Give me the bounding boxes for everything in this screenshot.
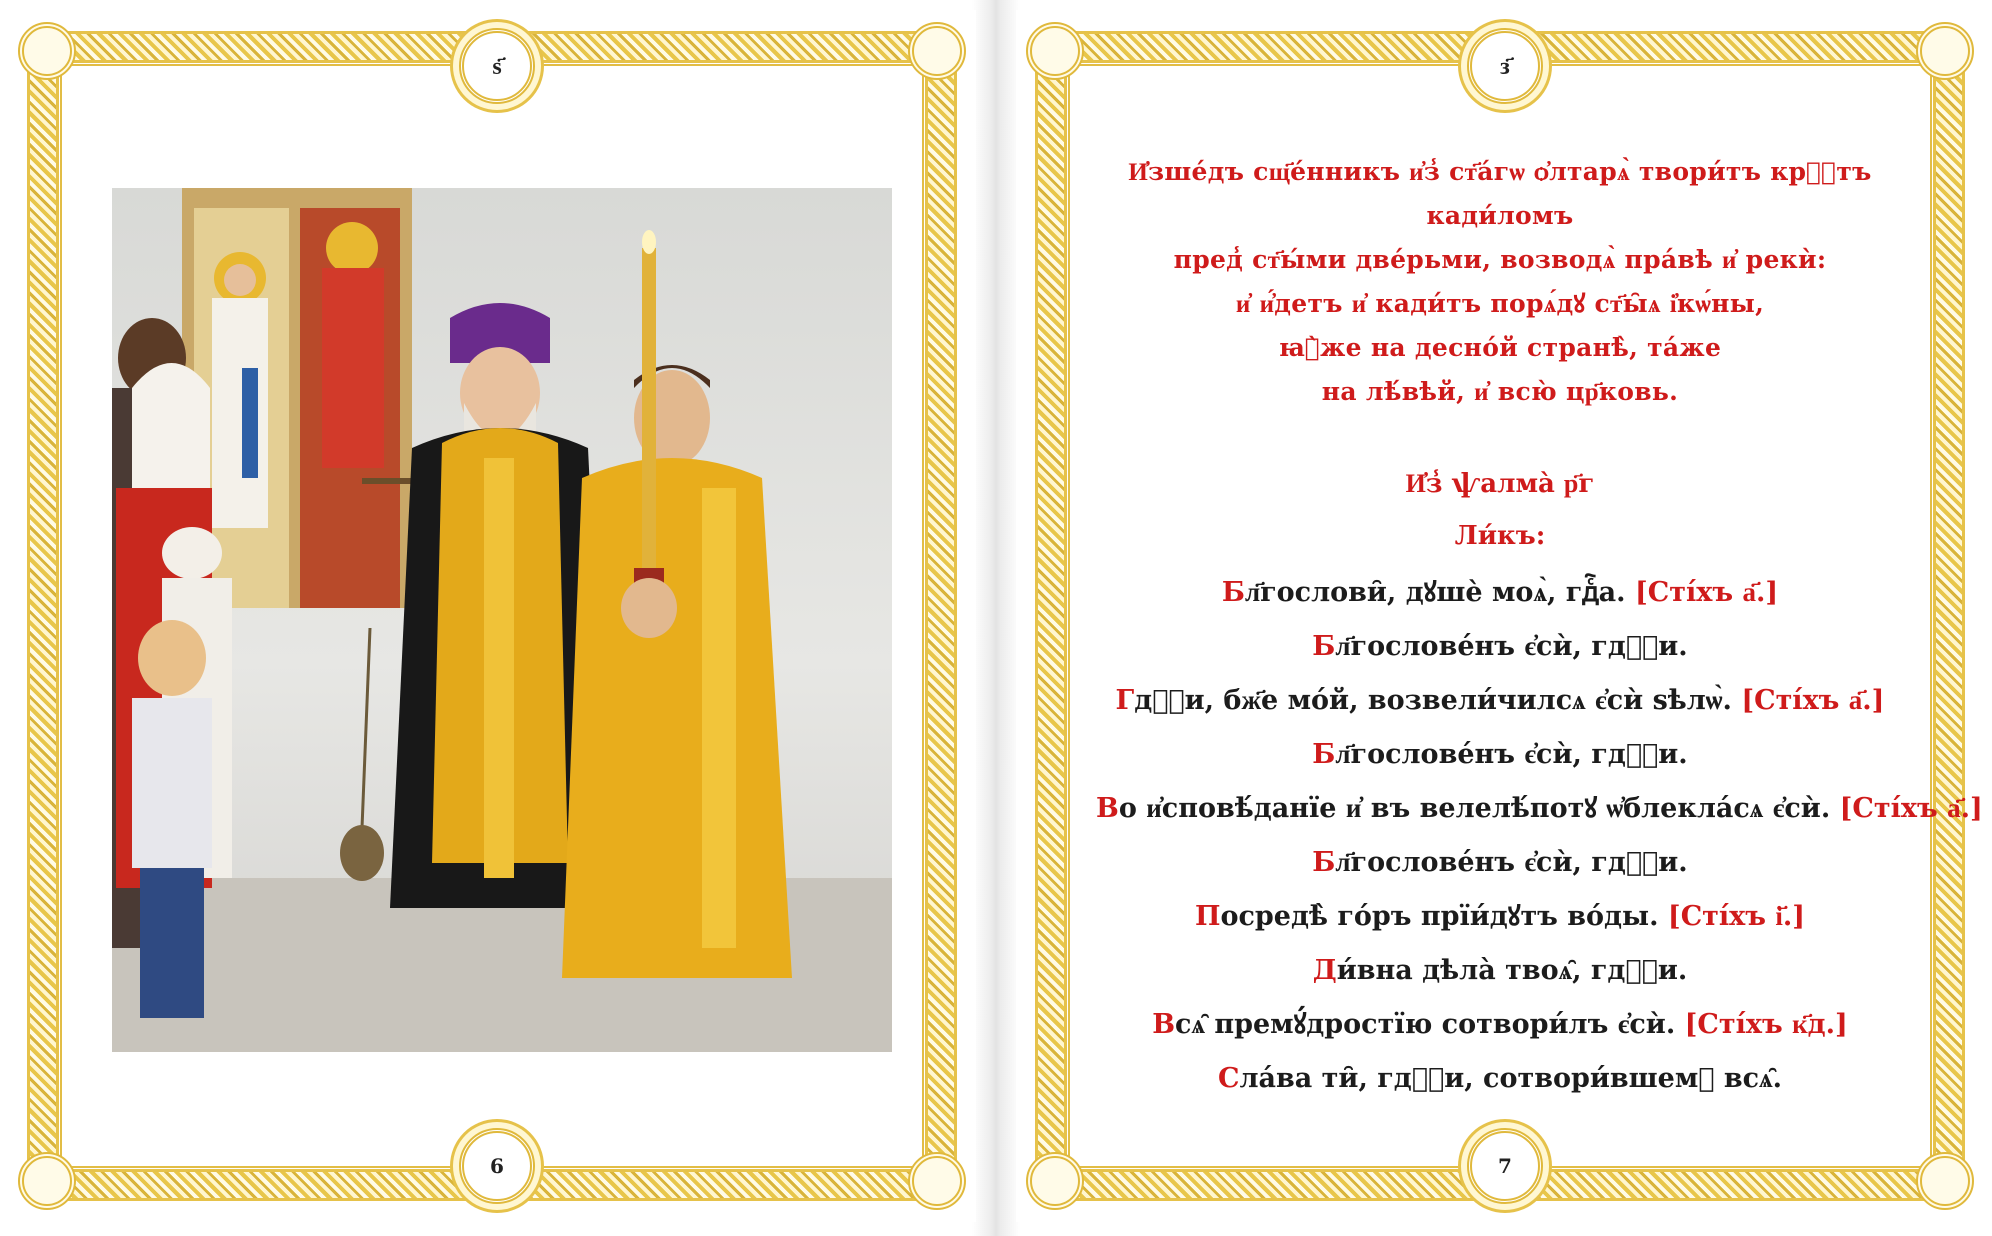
deacon-orarion	[702, 488, 736, 948]
halo	[326, 222, 378, 274]
verse-text: л҃гослове́нъ є҆сѝ, гдⷭ҇и.	[1335, 739, 1688, 770]
stichos-ref: [Сті́хъ а҃.]	[1839, 793, 1983, 824]
verse-initial: Г	[1115, 685, 1135, 716]
boy-shirt	[132, 698, 212, 868]
verse-initial: П	[1194, 901, 1221, 932]
corner-ornament	[908, 22, 966, 80]
saint-face	[224, 264, 256, 296]
saint-robe	[212, 298, 268, 528]
verse-initial: Б	[1312, 631, 1336, 662]
psalm-title: И҆з̾ ѱалма̀ р҃г	[1405, 469, 1595, 499]
verse-line	[1096, 890, 1904, 944]
corner-ornament	[18, 1152, 76, 1210]
choir-label: Ли́къ:	[1454, 521, 1546, 551]
censer	[340, 825, 384, 881]
verse-initial: Д	[1312, 955, 1337, 986]
verse-line	[1096, 728, 1904, 782]
corner-ornament	[1916, 1152, 1974, 1210]
page-number: 7	[1467, 1128, 1543, 1204]
icon-figure	[322, 268, 384, 468]
stichos-ref: [Сті́хъ а҃.]	[1741, 685, 1885, 716]
verse-initial: Б	[1312, 847, 1336, 878]
stichos-ref: [Сті́хъ к҃д.]	[1684, 1009, 1848, 1040]
corner-ornament	[908, 1152, 966, 1210]
verse-text: л҃гослови̑, дꙋшѐ моѧ̀, гдⷭ҇а.	[1244, 577, 1635, 608]
child-cap	[162, 527, 222, 579]
corner-ornament	[18, 22, 76, 80]
verse-line	[1096, 620, 1904, 674]
page-number: 6	[459, 1128, 535, 1204]
verse-initial: Б	[1221, 577, 1245, 608]
verse-text: осредѣ̀ го́ръ прїи́дꙋтъ во́ды.	[1220, 901, 1668, 932]
censer-chain	[362, 628, 370, 828]
verse-initial: С	[1218, 1063, 1240, 1094]
slavonic-page-number: з҃	[1467, 28, 1543, 104]
stichos-ref: [Сті́хъ а҃.]	[1634, 577, 1779, 608]
left-page	[8, 10, 976, 1222]
illustration-svg	[112, 188, 892, 1052]
verse-text: дⷭ҇и, бж҃е мо́й, возвели́чилсѧ є҆сѝ ѕѣлѡ̀.	[1134, 685, 1742, 716]
boy-jeans	[140, 868, 204, 1018]
rubric-line: ꙗ҆̀же на десно́й странѣ̀, та́же	[1278, 333, 1722, 362]
rubric-line: и҆ и҆́детъ и҆ кади́тъ порѧ́дꙋ ст҃ы̑ѧ і҆кѡ́ны,	[1235, 289, 1765, 318]
book-gutter	[972, 0, 1020, 1236]
verse-initial: Б	[1312, 739, 1336, 770]
deacon-hand	[621, 578, 677, 638]
rubric-line: на лѣ́вѣй, и҆ всю̀ цр҃ковь.	[1321, 377, 1679, 406]
verse-initial: В	[1152, 1009, 1176, 1040]
liturgy-illustration	[112, 188, 892, 1052]
verse-text: ла́ва ти̑, гдⷭ҇и, сотвори́вшемꙋ всѧ̑.	[1239, 1063, 1782, 1094]
verse-line	[1096, 674, 1904, 728]
verse-initial: В	[1096, 793, 1119, 824]
verse-text: л҃гослове́нъ є҆сѝ, гдⷭ҇и.	[1335, 631, 1688, 662]
verse-line	[1096, 944, 1904, 998]
verse-text: и́вна дѣла̀ твоѧ̑, гдⷭ҇и.	[1336, 955, 1688, 986]
verse-text: о и҆сповѣ́данїе и҆ въ велелѣ́потꙋ ѡ҆блекла́сѧ є҆сѝ.	[1118, 793, 1840, 824]
boy-head	[138, 620, 206, 696]
corner-ornament	[1026, 1152, 1084, 1210]
corner-ornament	[1026, 22, 1084, 80]
saint-stole	[242, 368, 258, 478]
verse-line	[1096, 782, 1983, 836]
right-page	[1016, 10, 1984, 1222]
verse-line	[1096, 998, 1904, 1052]
stichos-ref: [Сті́хъ і҃.]	[1667, 901, 1806, 932]
verse-line	[1096, 836, 1904, 890]
corner-ornament	[1916, 22, 1974, 80]
candle-flame	[642, 230, 656, 254]
verse-line	[1096, 566, 1904, 620]
verse-text: л҃гослове́нъ є҆сѝ, гдⷭ҇и.	[1335, 847, 1688, 878]
deacon-sticharion	[562, 458, 792, 978]
liturgical-text	[1096, 150, 1983, 1106]
rubric	[1096, 150, 1904, 414]
verse-text: сѧ̑ премꙋ́дростїю сотвори́лъ є҆сѝ.	[1175, 1009, 1685, 1040]
verse-line	[1096, 1052, 1904, 1106]
candle	[642, 248, 656, 568]
priest-epitrachelion	[484, 458, 514, 878]
slavonic-page-number: ѕ҃	[459, 28, 535, 104]
verse-list	[1096, 566, 1983, 1106]
rubric-line: И҆зше́дъ сщ҃е́нникъ и҆з̾ ст҃а́гѡ ѻ҆лтарѧ̀ твори́тъ крⷮ҇тъ кади́ломъ	[1128, 157, 1872, 230]
rubric-line: пред̾ ст҃ы́ми две́рьми, возводѧ̀ пра́вѣ и҆ рекѝ:	[1173, 245, 1827, 274]
